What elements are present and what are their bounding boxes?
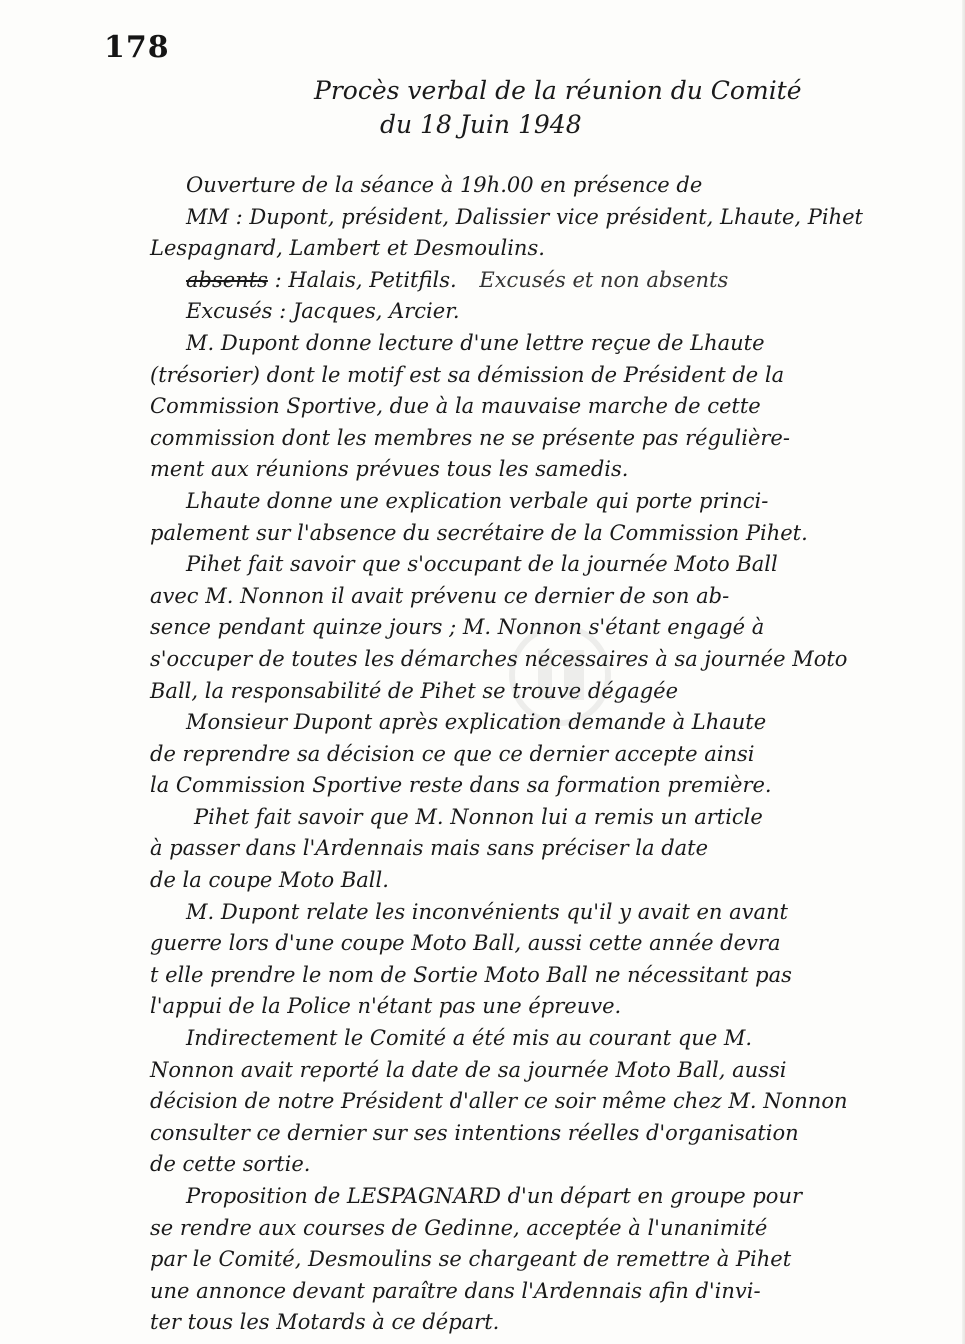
text-line: Lespagnard, Lambert et Desmoulins. [150,236,545,261]
text-line: de reprendre sa décision ce que ce dernier accepte ainsi [150,741,755,766]
text-line: sence pendant quinze jours ; M. Nonnon s'étant engagé à [150,615,765,640]
absents-line [150,265,915,297]
text-line: de la coupe Moto Ball. [150,868,389,893]
text-line: à passer dans l'Ardennais mais sans préciser la date [150,836,709,861]
text-line: Pihet fait savoir que M. Nonnon lui a remis un article [194,804,763,829]
text-line: décision de notre Président d'aller ce soir même chez M. Nonnon [150,1089,848,1114]
text-line: Monsieur Dupont après explication demande à Lhaute [186,710,767,735]
text-line: par le Comité, Desmoulins se chargeant de remettre à Pihet [150,1247,792,1272]
text-line: Indirectement le Comité a été mis au courant que M. [186,1026,753,1051]
text-line: Pihet fait savoir que s'occupant de la journée Moto Ball [186,552,778,577]
text-line: (trésorier) dont le motif est sa démission de Président de la [150,362,785,387]
text-line: une annonce devant paraître dans l'Ardennais afin d'invi- [150,1278,761,1303]
text-line: Commission Sportive, due à la mauvaise marche de cette [150,394,761,419]
text-line: t elle prendre le nom de Sortie Moto Ball ne nécessitant pas [150,962,792,987]
text-line: commission dont les membres ne se présente pas régulière- [150,425,790,450]
text-line: guerre lors d'une coupe Moto Ball, aussi cette année devra [150,931,781,956]
text-line: Proposition de LESPAGNARD d'un départ en groupe pour [186,1184,803,1208]
text-line: l'appui de la Police n'étant pas une épreuve. [150,994,622,1019]
absents-list: : Halais, Petitfils. [274,267,457,292]
text-line: Ouverture de la séance à 19h.00 en présence de [186,173,703,197]
text-line: se rendre aux courses de Gedinne, acceptée à l'unanimité [150,1215,768,1240]
document-title: Procès verbal de la réunion du Comité [314,76,802,105]
text-line: ment aux réunions prévues tous les samedis. [150,457,629,482]
text-line: palement sur l'absence du secrétaire de la Commission Pihet. [150,520,808,545]
text-line: Excusés : Jacques, Arcier. [186,299,460,324]
text-line: consulter ce dernier sur ses intentions réelles d'organisation [150,1120,799,1145]
text-line: M. Dupont relate les inconvénients qu'il y avait en avant [186,899,788,924]
text-line: ter tous les Motards à ce départ. [150,1310,500,1335]
text-line: s'occuper de toutes les démarches nécessaires à sa journée Moto [150,646,848,671]
minutes-body [150,170,915,1339]
text-line: la Commission Sportive reste dans sa formation première. [150,773,772,798]
text-line: Ball, la responsabilité de Pihet se trouve dégagée [150,678,679,703]
text-line: Lhaute donne une explication verbale qui porte princi- [186,488,769,513]
text-line: M. Dupont donne lecture d'une lettre reçue de Lhaute [186,330,765,355]
struck-word: absents [186,267,268,292]
text-line: MM : Dupont, président, Dalissier vice président, Lhaute, Pihet [186,204,863,229]
text-line: avec M. Nonnon il avait prévenu ce dernier de son ab- [150,583,730,608]
document-date: du 18 Juin 1948 [380,110,582,139]
margin-annotation: Excusés et non absents [479,267,729,292]
text-line: de cette sortie. [150,1152,311,1177]
text-line: Nonnon avait reporté la date de sa journée Moto Ball, aussi [150,1057,787,1082]
page-number: 178 [104,30,170,65]
